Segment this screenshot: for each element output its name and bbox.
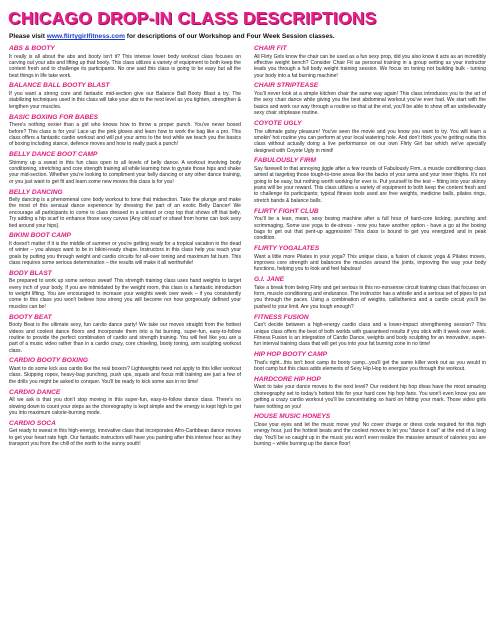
class-text: All Flirty Girls know the chair can be used as a fun sexy prop, did you also know it acts as an incredibly effective weight bench? Consider Chair Fit as personal training in a group setting as your instructor leads you through a full body weight training session. We focus on toning not building bulk - turning your body into a fat burning machine! xyxy=(254,53,486,79)
class-title: FITNESS FUSION xyxy=(254,313,309,321)
class-title: G.I. JANE xyxy=(254,276,285,284)
intro-suffix: for descriptions of our Workshop and Four Week Session classes. xyxy=(124,33,335,40)
class-title: BALANCE BALL BOOTY BLAST xyxy=(9,82,110,90)
class-title: BELLY DANCE BOOT CAMP xyxy=(9,151,98,159)
class-text: If you want a strong core and fantastic mid-section give our Balance Ball Booty Blast a try. The stabilizing techniques used in this class will take your abs to the next level as you tighten, strengthen & lengthen your muscles. xyxy=(9,91,241,110)
class-description xyxy=(254,276,486,310)
class-title: BELLY DANCING xyxy=(9,188,63,196)
class-description xyxy=(9,420,241,448)
class-text: It doesn't matter if it is the middle of summer or you're getting ready for a tropical vacation in the dead of winter – you always want to be in bikini-ready shape. Instructors in this class help you reach your goals by putting you through weight and cardio circuits for all-over toning and maximum fat burn. This class requires some serious determination – the results will make it all worthwhile! xyxy=(9,240,241,266)
class-text: Want to do some kick ass cardio like the real boxers? Lightweights need not apply to this killer workout class. Skipping ropes, heavy-bag punching, push ups, squats and focus mitt training are just a few of the drills you might be asked to conquer. You'll be ready to kick some ass in no time! xyxy=(9,366,241,385)
class-title: CHAIR FIT xyxy=(254,45,287,52)
class-title: BOOTY BEAT xyxy=(9,313,52,321)
class-text: Take a break from being Flirty and get serious in this no-nonsense circuit training class that focuses on form, muscle conditioning and endurance. The instructor has a whistle and a serious set of pipes to put you through the paces. Using a combination of weights, callisthenics and a cardio circuit you'll be pushed to your limit. Are you tough enough? xyxy=(254,284,486,310)
class-text: Say farewell to that annoying jiggle after a few rounds of Fabulously Firm, a muscle conditioning class aimed at targeting those tough-to-tone areas like the backs of your arms and your inner thighs. It's not going to be easy, but nothing worth working for ever is. Put yourself to the test – fitting into your skinny jeans will be your reward. This class utilizes a variety of equipment to both keep the content fresh and to challenge its participants; typical fitness tools used are free weights, medicine balls, pilates rings, stretch bands & balance balls. xyxy=(254,166,486,204)
left-column xyxy=(9,45,241,451)
class-text: Can't decide between a high-energy cardio class and a lower-impact strengthening session? This unique class offers the best of both worlds with guaranteed results if you stick with it week over week. Fitness Fusion is an integration of Cardio Dance, weights and body sculpting for an innovative, super-fun interval training class that will get you into your fat burning zone in no time! xyxy=(254,322,486,348)
class-title: CHAIR STRIPTEASE xyxy=(254,82,319,90)
class-description xyxy=(9,314,241,354)
class-title: CARDIO DANCE xyxy=(9,388,61,396)
class-title: CARDIO SOCA xyxy=(9,419,56,427)
class-text: There's nothing sexier than a girl who knows how to throw a proper punch. You've never boxed before? This class is for you! Lace up the pink gloves and learn how to work the bag like a pro. This class offers a fantastic cardio workout and will put your arms to the test while we teach you the basics of boxing including stance, defence moves and how to really pack a punch! xyxy=(9,122,241,148)
class-description xyxy=(254,157,486,204)
class-description xyxy=(254,413,486,447)
class-text: Shimmy up a sweat in this fun class open to all levels of belly dance. A workout involving body conditioning, stretching and core strength training all while learning how to gyrate those hips and shake your mid-section. Whether you're looking to compliment your belly dancing or any other dance training, or you just want to get fit and learn some new moves this class is for you! xyxy=(9,159,241,185)
class-title: COYOTE UGLY xyxy=(254,119,302,127)
class-description xyxy=(9,189,241,229)
class-text: Want to take your dance moves to the next level? Our resident hip hop divas have the most amazing choreography set to today's hottest hits for your hard core hip hop fans. You won't even know you are getting a crazy cardio workout you'll be concentrating so hard on hitting your mark. Those video girls have nothing on you! xyxy=(254,384,486,410)
class-description xyxy=(254,208,486,242)
class-description xyxy=(9,82,241,110)
class-description xyxy=(9,389,241,417)
class-description xyxy=(254,351,486,372)
class-title: FABULOUSLY FIRM xyxy=(254,157,317,165)
class-description xyxy=(254,376,486,410)
class-title: FLIRTY YOGALATES xyxy=(254,245,320,253)
class-text: That's right...this isn't boot camp its booty camp...you'll get the same killer work out as you would in boot camp but this class adds elements of Sexy Hip Hop to energize you through the workout. xyxy=(254,359,486,373)
class-text: It really is all about the abs and booty isn't it? This intense lower body workout class focuses on carving out your abs and lifting up that booty. This class utilizes a variety of equipment to both keep the content fresh and to challenge its participants. No one said this class is going to be easy but all the best things in life take work. xyxy=(9,53,241,79)
class-description xyxy=(9,151,241,185)
intro-line xyxy=(9,33,335,40)
class-title: BASIC BOXING FOR BABES xyxy=(9,113,99,121)
class-text: Belly dancing is a phenomenal core body workout to tone that midsection. Take the plunge and make the most of this sensual dance experience by dressing the part of an exotic Belly Dancer! We encourage all participants to come to class dressed in a unitard or crop top that shows off that belly. Try adding a hip scarf to enhance those sexy curves (Any old scarf or shawl from home can look sexy tied around your hips). xyxy=(9,197,241,229)
class-title: BODY BLAST xyxy=(9,269,52,277)
class-description xyxy=(254,82,486,116)
class-title: HIP HOP BOOTY CAMP xyxy=(254,351,328,359)
class-text: You'll never look at a simple kitchen chair the same way again! This class introduces you to the art of the sexy chair dance while giving you the best abdominal workout you've ever had. We start with the basics and work our way through a routine so that at the end, you'll be able to show off an unbelievably sexy chair striptease routine. xyxy=(254,91,486,117)
class-text: You'll be a lean, mean, sexy boxing machine after a full hour of hard-core kicking, punching and scrimmaging. Some use yoga to de-stress - now you have another option - have a go at the boxing bags to get out that pent-up aggression! This class is bound to get you energized and in peak condition. xyxy=(254,216,486,242)
class-description xyxy=(254,245,486,273)
class-text: All we ask is that you don't stop moving in this super-fun, easy-to-follow dance class. There's no slowing down to count your steps as the choreography is kept simple and the energy is kept high to get you into maximum calorie-burning mode. xyxy=(9,397,241,416)
class-text: Be prepared to work up some serious sweat! This strength training class uses hand weights to target every inch of your body. If you are intimidated by the weight room, this class is a fantastic introduction to weight lifting. You are encouraged to increase your weights week over week – if you consistently come to this class you won't believe how strong you will become nor how gorgeously defined your muscles can be! xyxy=(9,278,241,310)
class-description xyxy=(9,232,241,266)
class-description xyxy=(9,357,241,385)
website-link[interactable]: www.flirtygirlfitness.com xyxy=(46,33,125,40)
class-title: CARDIO BOOTY BOXING xyxy=(9,357,89,365)
page-title: CHICAGO DROP-IN CLASS DESCRIPTIONS xyxy=(8,8,377,28)
class-description xyxy=(9,114,241,148)
class-title: FLIRTY FIGHT CLUB xyxy=(254,207,319,215)
class-description xyxy=(9,270,241,310)
class-text: Get ready to sweat in this high-energy, innovative class that incorporates Afro-Caribbean dance moves to get your heart rate high. Our fantastic instructors will have you panting after this intense hour as they transport you from the chill of the north to the sunny south! xyxy=(9,428,241,447)
class-text: Close your eyes and let the music move you! No cover charge or dress code required for this high energy hour, just the hottest beats and the coolest moves to let you "dance it out" at the end of a long day. You'll be so caught up in the music you won't even realize the massive amount of calories you are burning – while burning up the dance floor! xyxy=(254,421,486,447)
class-title: HARDCORE HIP HOP xyxy=(254,375,321,383)
intro-prefix: Please visit xyxy=(9,33,47,40)
class-description xyxy=(254,120,486,154)
class-title: BIKINI BOOT CAMP xyxy=(9,232,71,240)
class-text: The ultimate gutsy pleasure! You've seen the movie and you know you want to try. You will learn a smokin' hot routine you can perform at your local watering hole. And don't think you're getting outta this class without actually doing a live performance on our own Flirty Girl bar which we've specially designed with Coyote Ugly in mind! xyxy=(254,128,486,154)
class-description xyxy=(254,314,486,348)
class-description xyxy=(9,45,241,79)
right-column xyxy=(254,45,486,451)
class-title: HOUSE MUSIC HONEYS xyxy=(254,413,331,421)
class-text: Want a little more Pilates in your yoga? This unique class, a fusion of classic yoga & Pilates moves, improves core strength and balances the muscles around the joints, improving the way your body functions, helping you to look and feel fabulous! xyxy=(254,253,486,273)
class-text: Booty Beat is the ultimate sexy, fun cardio dance party! We take our moves straight from the hottest videos and coolest dance floors and incorporate them into a fat burning, super-fun, easy-to-follow routine to provide the perfect combination of cardio and strength training. You will feel like you are a part of a music video rather than in a cardio crazy, core chiseling, booty toning, arm sculpting workout class. xyxy=(9,322,241,354)
class-title: ABS & BOOTY xyxy=(9,45,55,52)
class-description xyxy=(254,45,486,79)
